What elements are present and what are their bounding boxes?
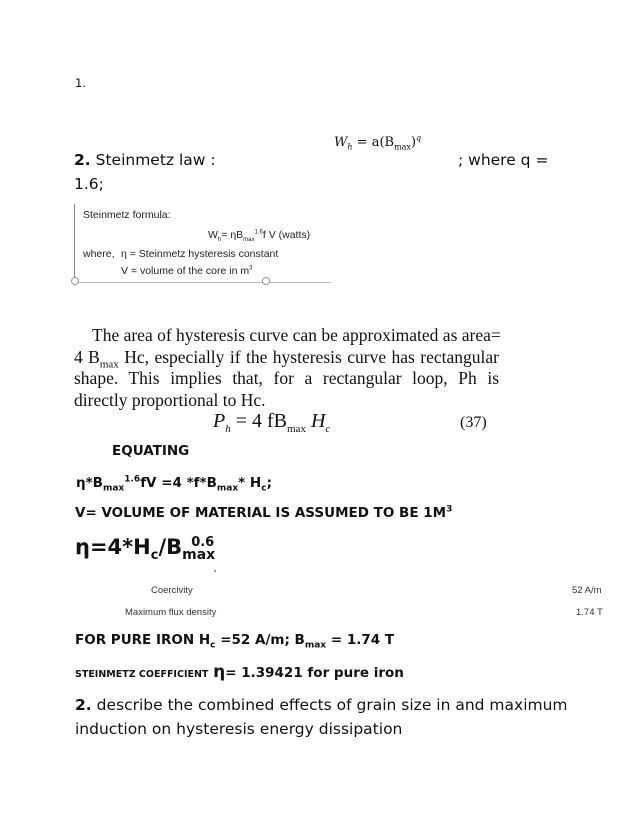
eq2-b-sub: max xyxy=(182,547,216,564)
box-mid: = ηB xyxy=(221,229,244,241)
pure-iron-values xyxy=(75,632,395,651)
iron-b: =52 A/m; B xyxy=(215,632,305,648)
question-line-1: describe the combined effects of grain size in and maximum xyxy=(96,696,568,714)
eq2-a-sub: c xyxy=(150,548,159,564)
eq1-c-sub: c xyxy=(261,483,267,494)
paragraph-line-1: The area of hysteresis curve can be approximated as area= xyxy=(92,325,501,345)
list-number-2: 2. xyxy=(74,151,91,169)
formula-box-v-def xyxy=(121,265,252,277)
formula-rhs: = a(B xyxy=(356,135,395,150)
coeff-label: STEINMETZ COEFFICIENT xyxy=(75,669,209,680)
hysteresis-area-paragraph xyxy=(74,325,499,411)
steinmetz-formula-image xyxy=(74,204,331,283)
box-w-sub: h xyxy=(217,237,222,244)
box-mid-sub: max xyxy=(243,237,255,244)
box-w: W xyxy=(208,229,218,241)
question-line-2: induction on hysteresis energy dissipation xyxy=(75,720,403,738)
steinmetz-law-label: Steinmetz law : xyxy=(95,151,216,169)
formula-rhs-end: ) xyxy=(410,135,417,150)
tick-mark xyxy=(214,570,216,572)
eq2-b: /B xyxy=(158,535,183,559)
q-value-text: 1.6; xyxy=(74,175,104,193)
list-number-1: 1. xyxy=(75,76,86,90)
steinmetz-coefficient xyxy=(75,662,404,682)
steinmetz-law-formula xyxy=(334,135,421,150)
eq-p-sub: h xyxy=(225,423,231,435)
question-2 xyxy=(75,693,568,741)
eq1-a-sub: max xyxy=(102,483,125,494)
formula-box-equation xyxy=(208,229,311,244)
where-q-text: ; where q = xyxy=(458,151,549,169)
box-v-exp: 3 xyxy=(249,265,253,272)
volume-note-text: V= VOLUME OF MATERIAL IS ASSUMED TO BE 1M xyxy=(75,505,447,521)
formula-box-where: where, xyxy=(83,248,115,260)
paragraph-line-2 xyxy=(74,347,499,369)
box-end: f V (watts) xyxy=(262,229,311,241)
p-line2-rest: Hc, especially if the hysteresis curve has rectangular xyxy=(118,346,499,367)
ph-equation xyxy=(213,410,330,433)
table-row-value: 1.74 T xyxy=(576,607,603,618)
eq-h-sub: c xyxy=(325,423,331,435)
eq1-a-sup: 1.6 xyxy=(124,474,141,485)
formula-box-eta-def: η = Steinmetz hysteresis constant xyxy=(121,248,279,260)
coeff-eta: η xyxy=(213,662,226,682)
box-v-text: V = volume of the core in m xyxy=(121,265,250,277)
formula-box-title: Steinmetz formula: xyxy=(83,209,171,221)
iron-c: = 1.74 T xyxy=(326,632,395,648)
formula-rhs-sub: max xyxy=(394,142,411,152)
equating-heading: EQUATING xyxy=(112,443,190,459)
paragraph-line-4: directly proportional to Hc. xyxy=(74,389,266,410)
eq1-b: fV =4 *f*B xyxy=(140,475,217,491)
box-exp: 1.6 xyxy=(254,229,263,236)
eq1-c: * H xyxy=(238,475,262,491)
steinmetz-law-heading xyxy=(74,151,216,169)
volume-note xyxy=(75,505,452,521)
resize-handle-bottom[interactable] xyxy=(262,277,270,285)
resize-handle-left[interactable] xyxy=(71,277,79,285)
formula-exp: q xyxy=(416,133,422,143)
p-max-sub: max xyxy=(99,358,119,370)
iron-a-sub: c xyxy=(210,640,216,651)
eq1-a: η*B xyxy=(76,475,103,491)
p-4b: 4 B xyxy=(74,346,100,367)
question-number: 2. xyxy=(75,696,92,714)
table-row-label: Coercivity xyxy=(151,585,193,596)
paragraph-line-3: shape. This implies that, for a rectangular loop, Ph is xyxy=(74,368,499,388)
eq1-d: ; xyxy=(266,475,272,491)
equating-equation xyxy=(76,474,272,494)
eq1-b-sub: max xyxy=(216,483,239,494)
table-row-value: 52 A/m xyxy=(572,585,602,596)
formula-w-sub: h xyxy=(347,142,353,152)
eta-equation xyxy=(75,535,238,564)
coeff-value: = 1.39421 for pure iron xyxy=(225,665,404,681)
eq2-a: η=4*H xyxy=(75,535,151,559)
table-row-label: Maximum flux density xyxy=(125,607,217,618)
eq-mid: = 4 fB xyxy=(235,410,287,432)
iron-a: FOR PURE IRON H xyxy=(75,632,211,648)
eq-p: P xyxy=(213,410,226,432)
eq-h: H xyxy=(310,410,326,432)
formula-w: W xyxy=(334,135,348,150)
eq2-b-sup: 0.6 xyxy=(191,535,215,550)
eq-mid-sub: max xyxy=(287,423,306,435)
iron-b-sub: max xyxy=(304,640,327,651)
volume-exp: 3 xyxy=(446,504,453,515)
equation-number: (37) xyxy=(460,414,487,431)
